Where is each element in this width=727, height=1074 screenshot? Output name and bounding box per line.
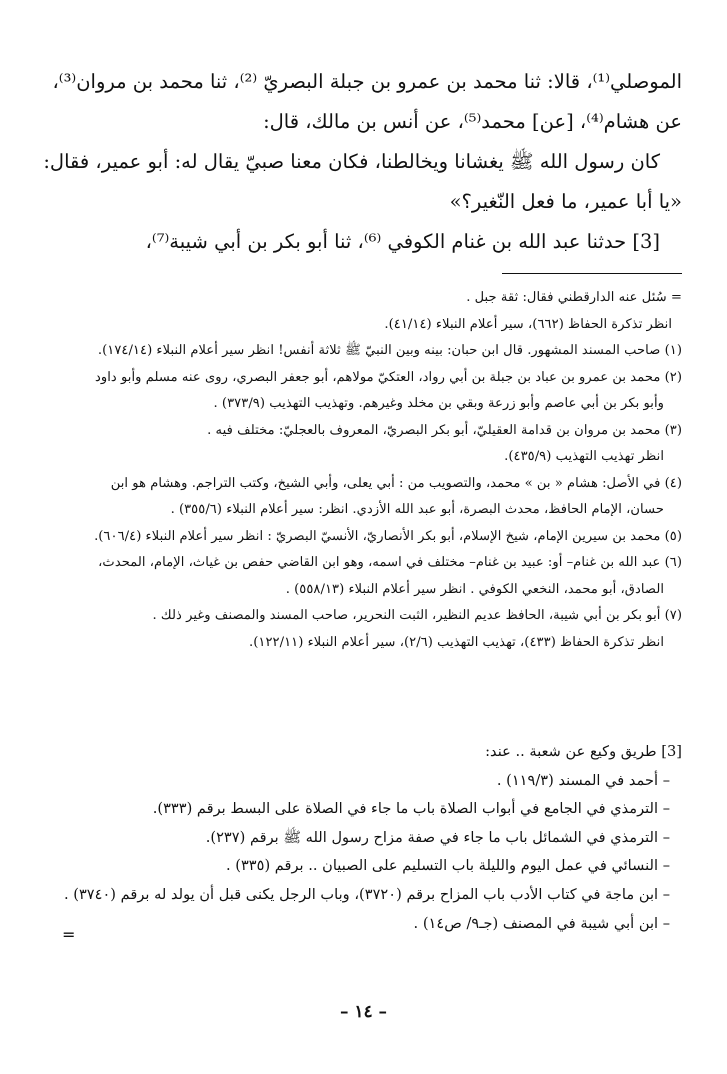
- footnote-line: (٧) أبو بكر بن أبي شيبة، الحافظ عديم النظير، الثبت النحرير، صاحب المسند والمصنف وغير ذلك .: [152, 608, 682, 623]
- footnote-line: (٦) عبد الله بن غنام– أو: عبيد بن غنام– مختلف في اسمه، وهو ابن القاضي حفص بن غياث، الإمام، المحدث،: [98, 555, 682, 570]
- takhrij-item: – أحمد في المسند (١١٩/٣) .: [496, 771, 670, 789]
- main-text-line: عن هشام⁽⁴⁾، [عن] محمد⁽⁵⁾، عن أنس بن مالك، قال:: [263, 110, 682, 133]
- footnote-line: انظر تهذيب التهذيب (٤٣٥/٩).: [504, 449, 664, 464]
- footnote-line: (١) صاحب المسند المشهور. قال ابن حبان: بينه وبين النبيّ ﷺ ثلاثة أنفس! انظر سير أعلام النبلاء (١٧٤/١٤).: [97, 343, 682, 358]
- footnote-line: (٤) في الأصل: هشام « بن » محمد، والتصويب من : أبي يعلى، وأبي الشيخ، وكتب التراجم. وهشام هو ابن: [110, 475, 682, 491]
- takhrij-item: – النسائي في عمل اليوم والليلة باب التسليم على الصبيان .. برقم (٣٣٥) .: [225, 857, 670, 875]
- footnote-line: وأبو بكر بن أبي عاصم وأبو زرعة وبقي بن مخلد وغيرهم. وتهذيب التهذيب (٣٧٣/٩) .: [213, 396, 664, 411]
- continuation-mark: =: [62, 925, 76, 944]
- footnote-line: الصادق، أبو محمد، النخعي الكوفي . انظر سير أعلام النبلاء (٥٥٨/١٣) .: [285, 581, 664, 597]
- main-text-line: [3] حدثنا عبد الله بن غنام الكوفي ⁽⁶⁾، ثنا أبو بكر بن أبي شيبة⁽⁷⁾،: [145, 230, 660, 253]
- main-text-line: كان رسول الله ﷺ يغشانا ويخالطنا، فكان معنا صبيّ يقال له: أبو عمير، فقال:: [43, 150, 660, 173]
- takhrij-item: – الترمذي في الشمائل باب ما جاء في صفة مزاح رسول الله ﷺ برقم (٢٣٧).: [205, 828, 670, 846]
- footnote-line: = سُئل عنه الدارقطني فقال: ثقة جبل .: [466, 290, 682, 305]
- footnotes: [40, 285, 682, 656]
- footnote-line: انظر تذكرة الحفاظ (٦٦٢)، سير أعلام النبلاء (٤١/١٤).: [384, 316, 672, 332]
- footnote-line: (٥) محمد بن سيرين الإمام، شيخ الإسلام، أبو بكر الأنصاريّ، الأنسيّ البصريّ : انظر سير أعلام النبلاء (٦٠٦/٤).: [94, 528, 682, 544]
- footnote-line: انظر تذكرة الحفاظ (٤٣٣)، تهذيب التهذيب (٢/٦)، سير أعلام النبلاء (١٢٢/١١).: [249, 634, 664, 650]
- takhrij-item: – ابن ماجة في كتاب الأدب باب المزاح برقم (٣٧٢٠)، وباب الرجل يكنى قبل أن يولد له برقم (٣٧٤٠) .: [63, 885, 670, 903]
- main-text-line: الموصلي⁽¹⁾، قالا: ثنا محمد بن عمرو بن جبلة البصريّ ⁽²⁾، ثنا محمد بن مروان⁽³⁾،: [52, 70, 682, 93]
- footnote-line: (٢) محمد بن عمرو بن عباد بن جبلة بن أبي رواد، العتكيّ مولاهم، أبو جعفر البصري، روى عنه مسلم وأبو داود: [95, 369, 682, 385]
- takhrij-item: – الترمذي في الجامع في أبواب الصلاة باب ما جاء في الصلاة على البسط برقم (٣٣٣).: [152, 800, 670, 818]
- footnote-divider: [502, 273, 682, 274]
- footnote-line: (٣) محمد بن مروان بن قدامة العقيليّ، أبو بكر البصريّ، المعروف بالعجليّ: مختلف فيه .: [207, 422, 682, 438]
- hadith-main-text: [43, 62, 682, 262]
- takhrij-item: – ابن أبي شيبة في المصنف (جـ٩/ ص١٤) .: [413, 914, 670, 932]
- main-text-line: «يا أبا عمير، ما فعل النّغير؟»: [449, 190, 682, 213]
- page-number: – ١٤ –: [339, 1002, 388, 1022]
- footnote-line: حسان، الإمام الحافظ، محدث البصرة، أبو عبد الله الأزدي. انظر: سير أعلام النبلاء (٣٥٥/٦) .: [170, 502, 664, 517]
- takhrij-section: [40, 738, 682, 938]
- takhrij-heading: [3] طريق وكيع عن شعبة .. عند:: [485, 743, 682, 760]
